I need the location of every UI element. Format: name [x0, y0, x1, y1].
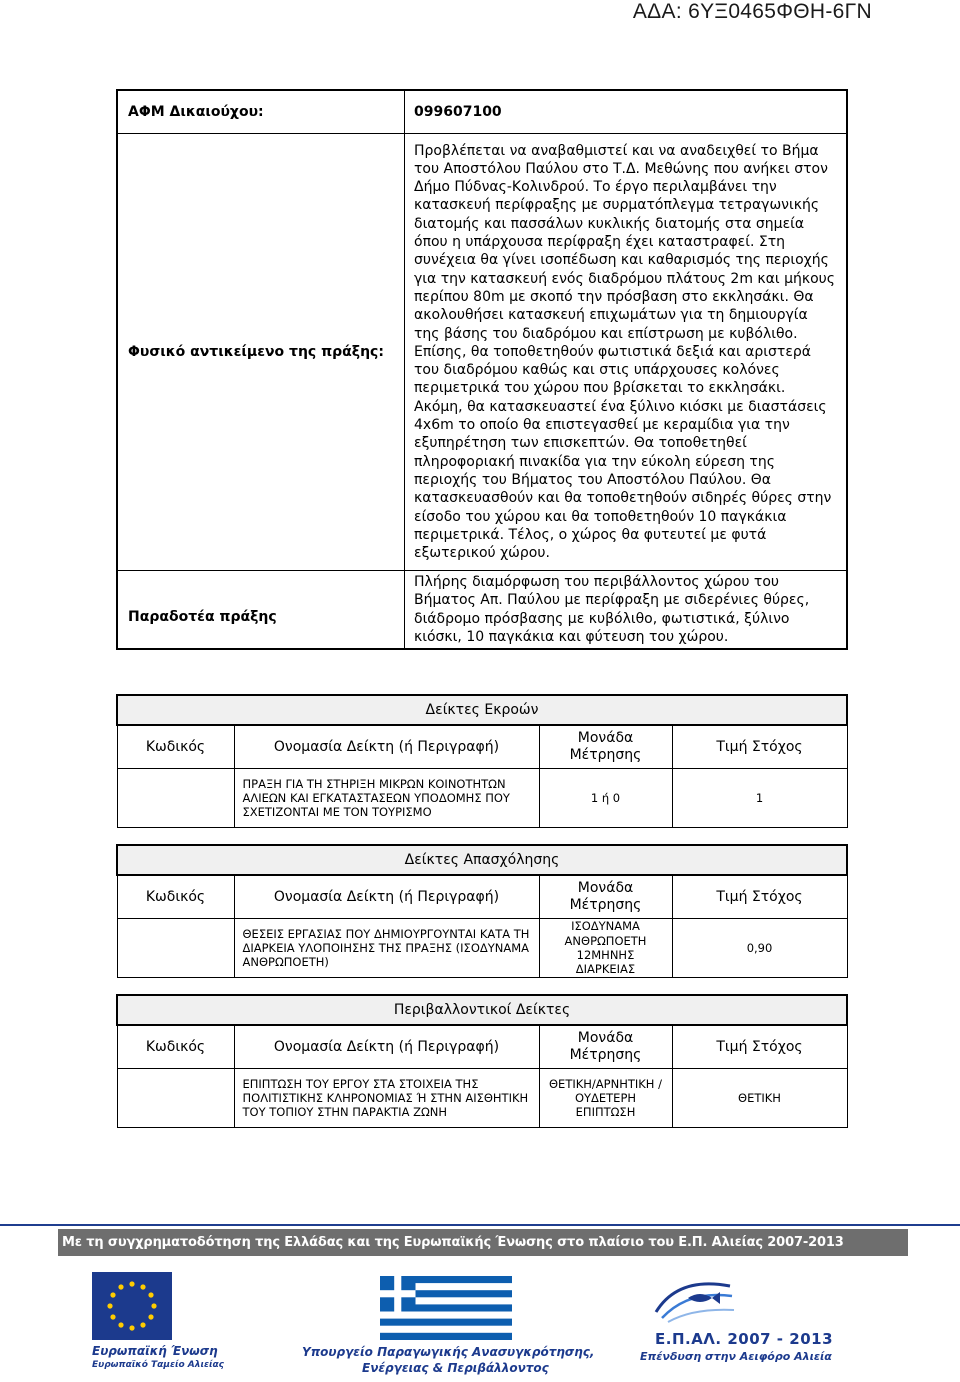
object-value: Προβλέπεται να αναβαθμιστεί και να αναδειχθεί το Βήμα του Αποστόλου Παύλου στο Τ.Δ. Μεθώνης που ανήκει στον Δήμο Πύδνας-Κολινδρού. Το έργο περιλαμβάνει την κατασκευή περίφραξης με συρματόπλεγμα τετραγωνικής διατομής και πασσάλων κυκλικής διατομής στα σημεία όπου η υπάρχουσα περίφραξη έχει καταστραφεί. Στη συνέχεια θα γίνει ισοπέδωση και καθαρισμός της περιοχής για την κατασκευή ενός διαδρόμου πλάτους 2m και μήκους περίπου 80m με σκοπό την πρόσβαση στο εκκλησάκι. Θα ακολουθήσει κατασκευή επιχωμάτων για τη δημιουργία της βάσης του διαδρόμου και επίστρωση με κυβόλιθο. Επίσης, θα τοποθετηθούν φωτιστικά δεξιά και αριστερά του διαδρόμου καθώς και στις υπάρχουσες κολόνες περιμετρικά του χώρου που βρίσκεται το εκκλησάκι. Ακόμη, θα κατασκευαστεί ένα ξύλινο κιόσκι με διαστάσεις 4x6m το οποίο θα επιστεγασθεί με κεραμίδια για την εξυπηρέτηση των επισκεπτών. Θα τοποθετηθεί πληροφοριακή πινακίδα για την εύκολη εύρεση της περιοχής του Βήματος του Αποστόλου Παύλου. Θα κατασκευασθούν και θα τοποθετηθούν σιδηρές θύρες στην είσοδο του χώρου και θα τοποθετηθούν 10 παγκάκια περιμετρικά. Τέλος, ο χώρος θα φυτευτεί με φυτά εξωτερικού χώρου.	[414, 142, 835, 562]
table-row	[117, 1069, 847, 1128]
indicator-description: ΕΠΙΠΤΩΣΗ ΤΟΥ ΕΡΓΟΥ ΣΤΑ ΣΤΟΙΧΕΙΑ ΤΗΣ ΠΟΛΙΤΙΣΤΙΚΗΣ ΚΛΗΡΟΝΟΜΙΑΣ Ή ΣΤΗΝ ΑΙΣΘΗΤΙΚΗ ΤΟΥ ΤΟΠΙΟΥ ΣΤΗΝ ΠΑΡΑΚΤΙΑ ΖΩΝΗ	[234, 1069, 539, 1128]
section-title: Δείκτες Απασχόλησης	[117, 845, 847, 875]
indicator-table-environmental	[116, 994, 848, 1128]
indicator-unit: ΙΣΟΔΥΝΑΜΑ ΑΝΘΡΩΠΟΕΤΗ 12ΜΗΝΗΣ ΔΙΑΡΚΕΙΑΣ	[539, 919, 672, 978]
col-name: Ονομασία Δείκτη (ή Περιγραφή)	[234, 1025, 539, 1069]
indicator-unit: 1 ή 0	[539, 769, 672, 828]
col-unit: Μονάδα Μέτρησης	[539, 875, 672, 919]
col-unit: Μονάδα Μέτρησης	[539, 725, 672, 769]
eu-name: Ευρωπαϊκή Ένωση	[92, 1344, 218, 1358]
indicator-code	[117, 769, 234, 828]
col-target: Τιμή Στόχος	[672, 725, 847, 769]
col-target: Τιμή Στόχος	[672, 1025, 847, 1069]
indicator-target: ΘΕΤΙΚΗ	[672, 1069, 847, 1128]
col-name: Ονομασία Δείκτη (ή Περιγραφή)	[234, 725, 539, 769]
epal-subtitle: Επένδυση στην Αειφόρο Αλιεία	[640, 1350, 832, 1363]
indicator-target: 1	[672, 769, 847, 828]
indicator-description: ΠΡΑΞΗ ΓΙΑ ΤΗ ΣΤΗΡΙΞΗ ΜΙΚΡΩΝ ΚΟΙΝΟΤΗΤΩΝ ΑΛΙΕΩΝ ΚΑΙ ΕΓΚΑΤΑΣΤΑΣΕΩΝ ΥΠΟΔΟΜΗΣ ΠΟΥ ΣΧΕΤΙΖΟΝΤΑΙ ΜΕ ΤΟΝ ΤΟΥΡΙΣΜΟ	[234, 769, 539, 828]
ministry-line1: Υπουργείο Παραγωγικής Ανασυγκρότησης,	[302, 1345, 595, 1359]
deliverable-value: Πλήρης διαμόρφωση του περιβάλλοντος χώρου του Βήματος Απ. Παύλου με περίφραξη με σιδερένιες θύρες, διάδρομο πρόσβασης με κυβόλιθο, φωτιστικά, ξύλινο κιόσκι, 10 παγκάκια και φύτευση του χώρου.	[414, 574, 810, 645]
indicator-code	[117, 919, 234, 978]
deliverable-label: Παραδοτέα πράξης	[117, 571, 405, 650]
indicator-target: 0,90	[672, 919, 847, 978]
col-code: Κωδικός	[117, 725, 234, 769]
section-title: Περιβαλλοντικοί Δείκτες	[117, 995, 847, 1025]
object-label: Φυσικό αντικείμενο της πράξης:	[117, 134, 405, 571]
col-unit: Μονάδα Μέτρησης	[539, 1025, 672, 1069]
indicator-description: ΘΕΣΕΙΣ ΕΡΓΑΣΙΑΣ ΠΟΥ ΔΗΜΙΟΥΡΓΟΥΝΤΑΙ ΚΑΤΑ ΤΗ ΔΙΑΡΚΕΙΑ ΥΛΟΠΟΙΗΣΗΣ ΤΗΣ ΠΡΑΞΗΣ (ΙΣΟΔΥΝΑΜΑ ΑΝΘΡΩΠΟΕΤΗ)	[234, 919, 539, 978]
greek-flag-icon	[380, 1276, 512, 1340]
footer-divider	[0, 1224, 960, 1226]
epal-title: Ε.Π.ΑΛ. 2007 - 2013	[655, 1330, 834, 1348]
epal-logo-icon	[648, 1272, 738, 1328]
table-row	[117, 919, 847, 978]
ministry-line2: Ενέργειας & Περιβάλλοντος	[362, 1361, 549, 1375]
indicator-code	[117, 1069, 234, 1128]
ada-code: ΑΔΑ: 6ΥΞ0465ΦΘΗ-6ΓΝ	[632, 0, 872, 23]
col-target: Τιμή Στόχος	[672, 875, 847, 919]
table-row	[117, 769, 847, 828]
col-code: Κωδικός	[117, 1025, 234, 1069]
eu-fund: Ευρωπαϊκό Ταμείο Αλιείας	[92, 1360, 224, 1370]
afm-label: ΑΦΜ Δικαιούχου:	[117, 90, 405, 134]
section-title: Δείκτες Εκροών	[117, 695, 847, 725]
afm-value: 099607100	[405, 90, 848, 134]
eu-flag-icon	[92, 1272, 172, 1352]
col-code: Κωδικός	[117, 875, 234, 919]
info-table	[116, 89, 848, 650]
indicator-unit: ΘΕΤΙΚΗ/ΑΡΝΗΤΙΚΗ /ΟΥΔΕΤΕΡΗ ΕΠΙΠΤΩΣΗ	[539, 1069, 672, 1128]
indicator-table-employment	[116, 844, 848, 978]
indicator-table-outputs	[116, 694, 848, 828]
col-name: Ονομασία Δείκτη (ή Περιγραφή)	[234, 875, 539, 919]
footer-banner: Με τη συγχρηματοδότηση της Ελλάδας και της Ευρωπαϊκής Ένωσης στο πλαίσιο του Ε.Π. Αλιείας 2007-2013	[58, 1229, 908, 1256]
